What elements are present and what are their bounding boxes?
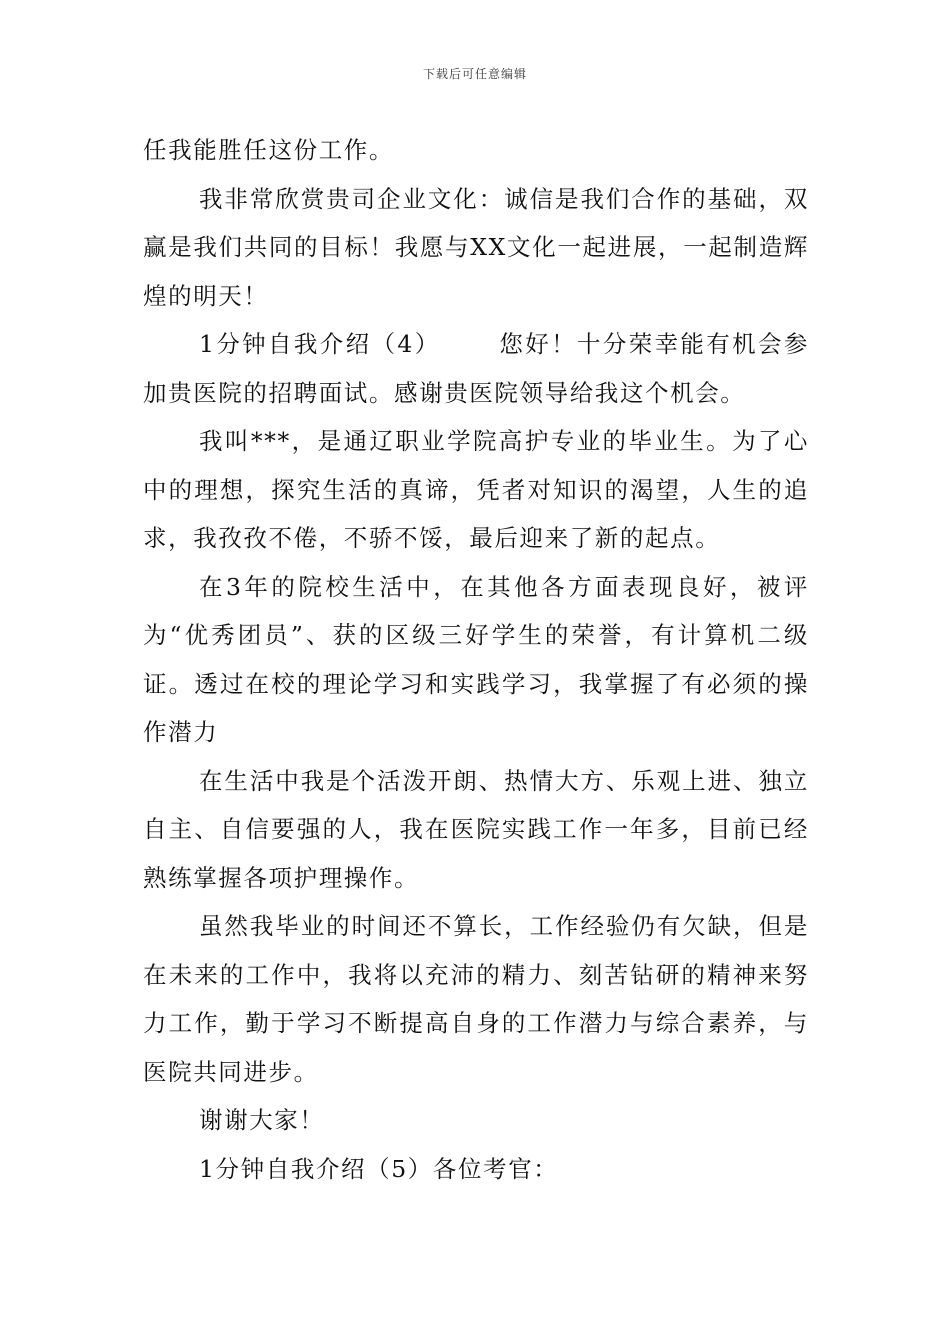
paragraph-2: 我非常欣赏贵司企业文化：诚信是我们合作的基础，双赢是我们共同的目标！我愿与XX文化一起进展，一起制造辉煌的明天！ bbox=[143, 184, 809, 310]
paragraph-1: 任我能胜任这份工作。 bbox=[143, 136, 394, 164]
page-header-note: 下载后可任意编辑 bbox=[422, 67, 527, 81]
paragraph-8: 谢谢大家！ bbox=[199, 1106, 325, 1134]
paragraph-3-text: 您好！十分荣幸能有机会参加贵医院的招聘面试。感谢贵医院领导给我这个机会。 bbox=[143, 330, 810, 407]
paragraph-3 bbox=[143, 320, 809, 417]
paragraph-7: 虽然我毕业的时间还不算长，工作经验仍有欠缺，但是在未来的工作中，我将以充沛的精力、刻苦钻研的精神来努力工作，勤于学习不断提高自身的工作潜力与综合素养，与医院共同进步。 bbox=[143, 912, 809, 1086]
section-heading-4: 1分钟自我介绍（4） bbox=[199, 330, 441, 358]
paragraph-5: 在3年的院校生活中，在其他各方面表现良好，被评为“优秀团员”、获的区级三好学生的荣誉，有计算机二级证。透过在校的理论学习和实践学习，我掌握了有必须的操作潜力 bbox=[143, 572, 809, 746]
section-heading-5: 1分钟自我介绍（5）各位考官： bbox=[199, 1154, 559, 1183]
document-body bbox=[143, 126, 809, 1193]
paragraph-6: 在生活中我是个活泼开朗、热情大方、乐观上进、独立自主、自信要强的人，我在医院实践工作一年多，目前已经熟练掌握各项护理操作。 bbox=[143, 766, 809, 892]
paragraph-4: 我叫***，是通辽职业学院高护专业的毕业生。为了心中的理想，探究生活的真谛，凭者对知识的渴望，人生的追求，我孜孜不倦，不骄不馁，最后迎来了新的起点。 bbox=[143, 427, 809, 552]
